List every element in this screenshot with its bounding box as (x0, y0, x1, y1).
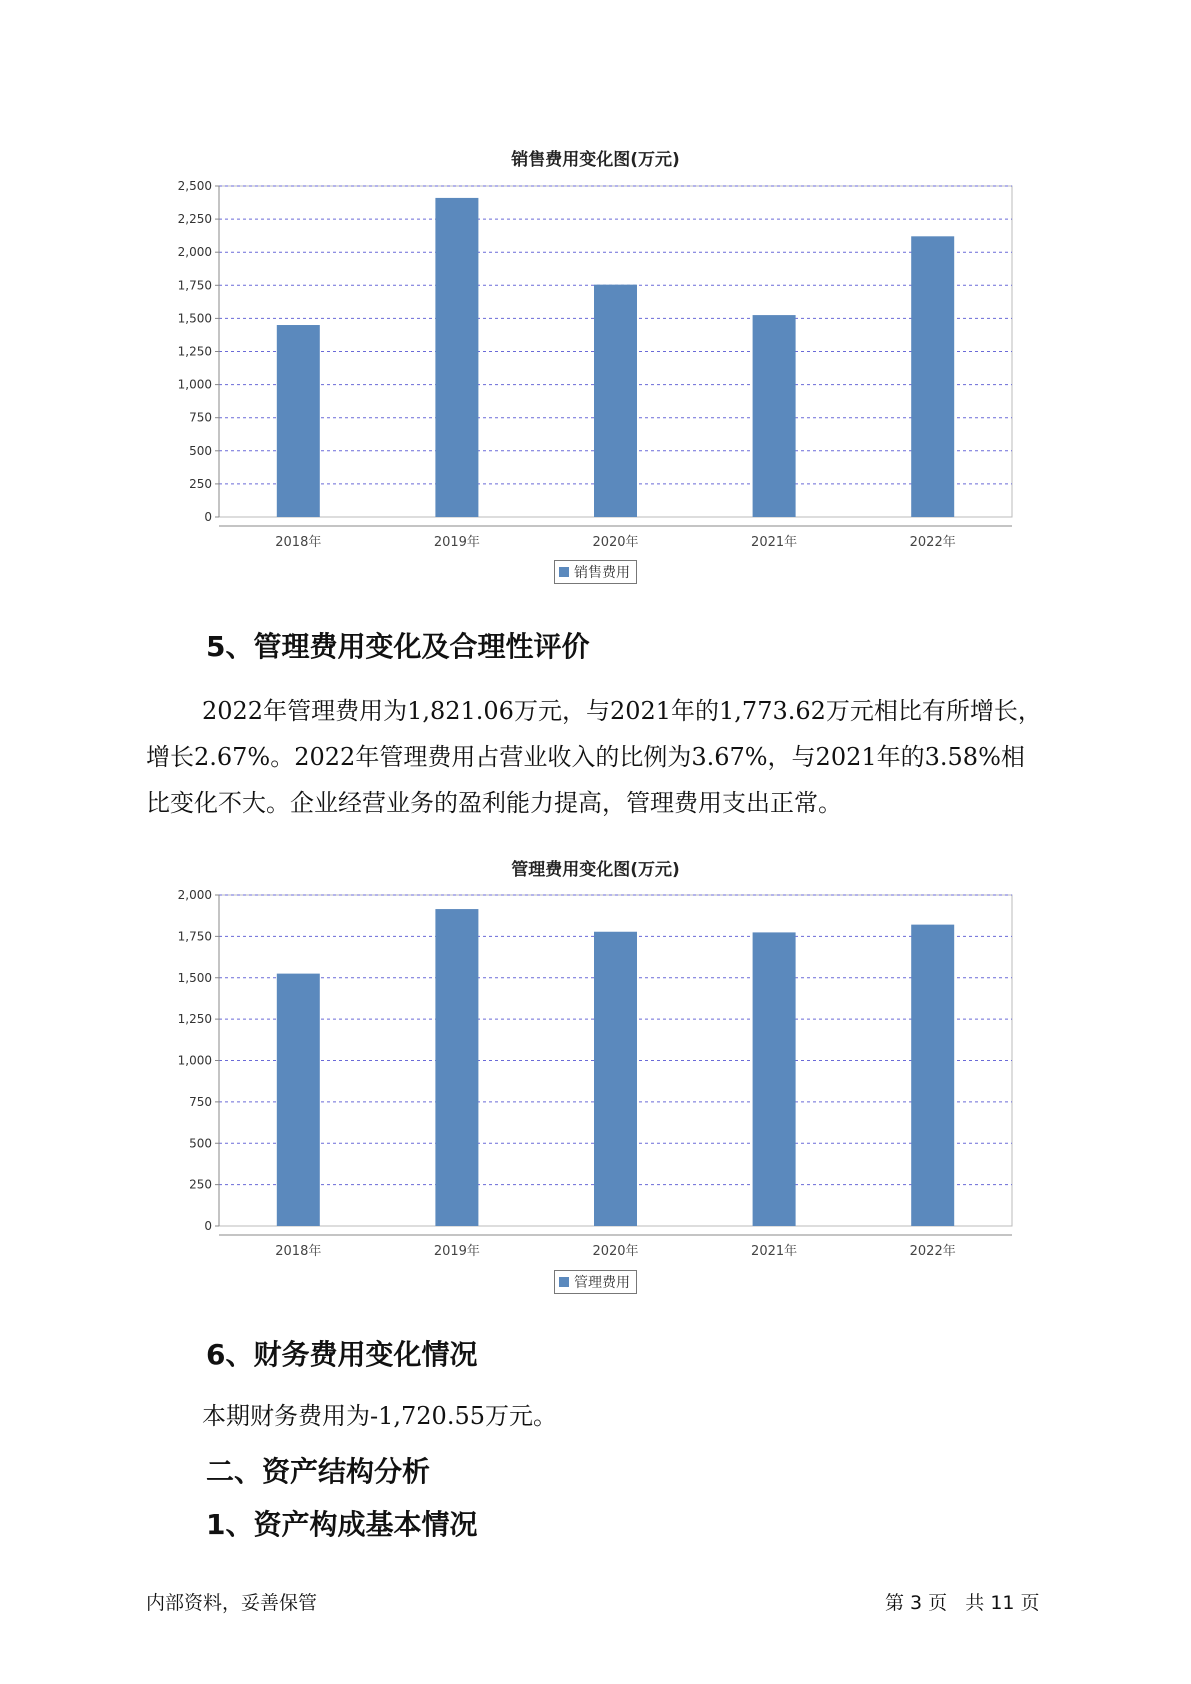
footer-page-number: 第 3 页 共 11 页 (885, 1592, 1040, 1614)
x-tick-label: 2019年 (433, 1244, 480, 1259)
y-tick-label: 2,000 (177, 245, 212, 260)
y-tick-label: 1,750 (177, 929, 212, 944)
x-tick-label: 2022年 (909, 1244, 956, 1259)
legend-label: 销售费用 (574, 565, 630, 581)
part-2-subheading-1: 1、资产构成基本情况 (206, 1508, 478, 1541)
x-tick-label: 2021年 (751, 1244, 798, 1259)
x-tick-label: 2022年 (909, 535, 956, 550)
bar (277, 974, 320, 1226)
bar (435, 909, 478, 1226)
y-tick-label: 1,750 (177, 278, 212, 293)
y-tick-label: 500 (189, 443, 212, 458)
part-2-heading: 二、资产结构分析 (206, 1455, 431, 1488)
y-tick-label: 250 (189, 1177, 212, 1192)
y-tick-label: 2,500 (177, 179, 212, 193)
admin-chart-legend (554, 1270, 637, 1294)
section-5-heading: 5、管理费用变化及合理性评价 (206, 630, 590, 663)
y-tick-label: 1,500 (177, 970, 212, 985)
admin-chart-title: 管理费用变化图(万元) (511, 860, 680, 880)
bar (911, 925, 954, 1226)
x-tick-label: 2018年 (275, 535, 322, 550)
y-tick-label: 1,250 (177, 344, 212, 359)
legend-label: 管理费用 (574, 1275, 630, 1291)
bar (753, 932, 796, 1226)
bar (594, 932, 637, 1226)
y-tick-label: 1,000 (177, 377, 212, 392)
section-5-paragraph: 2022年管理费用为1,821.06万元，与2021年的1,773.62万元相比有所增长，增长2.67%。2022年管理费用占营业收入的比例为3.67%，与2021年的3.58%相比变化不大。企业经营业务的盈利能力提高，管理费用支出正常。 (146, 697, 1042, 817)
y-tick-label: 750 (189, 1094, 212, 1109)
y-tick-label: 0 (204, 1219, 212, 1233)
footer-confidential-note: 内部资料，妥善保管 (146, 1592, 318, 1614)
y-tick-label: 0 (204, 510, 212, 524)
y-tick-label: 1,500 (177, 311, 212, 326)
y-tick-label: 2,250 (177, 212, 212, 227)
y-tick-label: 500 (189, 1136, 212, 1151)
x-tick-label: 2021年 (751, 535, 798, 550)
y-tick-label: 2,000 (177, 888, 212, 902)
y-tick-label: 750 (189, 410, 212, 425)
section-6-paragraph: 本期财务费用为-1,720.55万元。 (202, 1402, 557, 1430)
x-tick-label: 2020年 (592, 1244, 639, 1259)
y-tick-label: 1,000 (177, 1053, 212, 1068)
legend-swatch (559, 1277, 569, 1287)
x-tick-label: 2020年 (592, 535, 639, 550)
sales-chart-title: 销售费用变化图(万元) (511, 150, 680, 170)
y-tick-label: 1,250 (177, 1012, 212, 1027)
x-tick-label: 2018年 (275, 1244, 322, 1259)
y-tick-label: 250 (189, 476, 212, 491)
x-tick-label: 2019年 (433, 535, 480, 550)
section-6-heading: 6、财务费用变化情况 (206, 1338, 478, 1371)
